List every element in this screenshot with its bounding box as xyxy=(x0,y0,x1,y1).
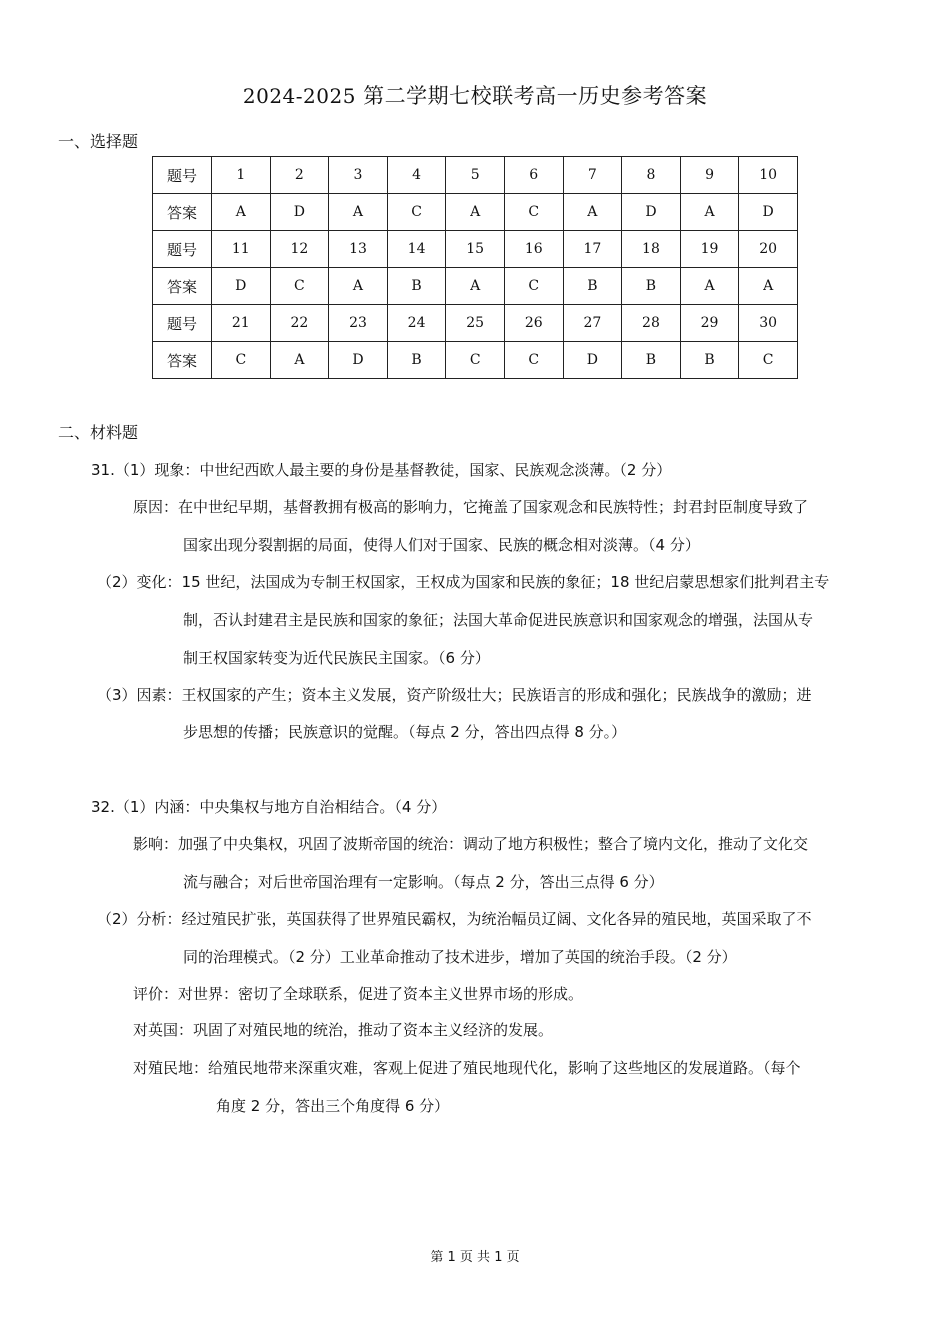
table-cell: A xyxy=(270,342,329,379)
page-footer: 第 1 页 共 1 页 xyxy=(430,1250,520,1265)
table-row xyxy=(153,305,798,342)
q32-line-2: 影响：加强了中央集权，巩固了波斯帝国的统治：调动了地方积极性；整合了境内文化，推动了文化交 xyxy=(133,835,809,853)
table-cell: 23 xyxy=(329,305,388,342)
table-cell: 28 xyxy=(622,305,681,342)
table-cell: A xyxy=(739,268,798,305)
table-cell: 27 xyxy=(563,305,622,342)
table-cell: 16 xyxy=(504,231,563,268)
section-heading-choice: 一、选择题 xyxy=(58,132,139,151)
title-year: 2024-2025 xyxy=(242,84,356,108)
table-cell: 21 xyxy=(212,305,271,342)
table-cell: A xyxy=(329,268,388,305)
table-row xyxy=(153,231,798,268)
row-header: 题号 xyxy=(153,157,212,194)
table-cell: 20 xyxy=(739,231,798,268)
table-cell: B xyxy=(387,268,446,305)
table-cell: 1 xyxy=(212,157,271,194)
table-cell: 22 xyxy=(270,305,329,342)
q31-line-4: （2）变化：15 世纪，法国成为专制王权国家，王权成为国家和民族的象征；18 世纪启蒙思想家们批判君主专 xyxy=(97,573,830,591)
row-header: 答案 xyxy=(153,268,212,305)
q32-line-9: 角度 2 分，答出三个角度得 6 分） xyxy=(216,1097,450,1115)
table-cell: 26 xyxy=(504,305,563,342)
q31-line-3: 国家出现分裂割据的局面，使得人们对于国家、民族的概念相对淡薄。（4 分） xyxy=(183,536,700,554)
table-cell: C xyxy=(446,342,505,379)
table-cell: C xyxy=(504,194,563,231)
table-cell: 2 xyxy=(270,157,329,194)
table-cell: A xyxy=(680,268,739,305)
table-cell: B xyxy=(622,268,681,305)
table-cell: 13 xyxy=(329,231,388,268)
table-cell: B xyxy=(387,342,446,379)
table-cell: 14 xyxy=(387,231,446,268)
table-row xyxy=(153,157,798,194)
q32-line-5: 同的治理模式。（2 分）工业革命推动了技术进步，增加了英国的统治手段。（2 分） xyxy=(183,948,737,966)
title-text: 第二学期七校联考高一历史参考答案 xyxy=(363,84,708,108)
table-cell: A xyxy=(446,268,505,305)
table-cell: 25 xyxy=(446,305,505,342)
q31-line-1: 31.（1）现象：中世纪西欧人最主要的身份是基督教徒，国家、民族观念淡薄。（2 分） xyxy=(91,461,672,479)
q31-line-5: 制，否认封建君主是民族和国家的象征；法国大革命促进民族意识和国家观念的增强，法国从专 xyxy=(183,611,814,629)
q31-line-2: 原因：在中世纪早期，基督教拥有极高的影响力，它掩盖了国家观念和民族特性；封君封臣制度导致了 xyxy=(133,498,809,516)
table-row xyxy=(153,194,798,231)
table-cell: 18 xyxy=(622,231,681,268)
table-cell: 11 xyxy=(212,231,271,268)
q31-line-6: 制王权国家转变为近代民族民主国家。（6 分） xyxy=(183,649,490,667)
table-cell: 12 xyxy=(270,231,329,268)
table-cell: D xyxy=(739,194,798,231)
table-cell: 10 xyxy=(739,157,798,194)
q32-line-6: 评价：对世界：密切了全球联系，促进了资本主义世界市场的形成。 xyxy=(133,985,584,1003)
table-cell: 6 xyxy=(504,157,563,194)
table-cell: B xyxy=(680,342,739,379)
table-cell: C xyxy=(270,268,329,305)
table-cell: 17 xyxy=(563,231,622,268)
page-title xyxy=(0,80,950,110)
table-cell: C xyxy=(504,268,563,305)
table-cell: D xyxy=(270,194,329,231)
table-cell: 5 xyxy=(446,157,505,194)
table-cell: A xyxy=(446,194,505,231)
table-cell: 19 xyxy=(680,231,739,268)
row-header: 答案 xyxy=(153,342,212,379)
table-cell: C xyxy=(212,342,271,379)
section-heading-material: 二、材料题 xyxy=(58,423,139,442)
table-cell: 7 xyxy=(563,157,622,194)
row-header: 题号 xyxy=(153,231,212,268)
table-cell: C xyxy=(387,194,446,231)
table-cell: B xyxy=(563,268,622,305)
q32-line-1: 32.（1）内涵：中央集权与地方自治相结合。（4 分） xyxy=(91,798,447,816)
table-cell: D xyxy=(329,342,388,379)
table-cell: 9 xyxy=(680,157,739,194)
answer-table xyxy=(152,156,798,379)
table-cell: D xyxy=(563,342,622,379)
table-cell: C xyxy=(504,342,563,379)
table-cell: D xyxy=(212,268,271,305)
table-cell: C xyxy=(739,342,798,379)
table-cell: 29 xyxy=(680,305,739,342)
row-header: 题号 xyxy=(153,305,212,342)
table-cell: 24 xyxy=(387,305,446,342)
q31-line-8: 步思想的传播；民族意识的觉醒。（每点 2 分，答出四点得 8 分。） xyxy=(183,723,627,741)
q32-line-8: 对殖民地：给殖民地带来深重灾难，客观上促进了殖民地现代化，影响了这些地区的发展道路。（每个 xyxy=(133,1059,801,1077)
q31-line-7: （3）因素：王权国家的产生；资本主义发展，资产阶级壮大；民族语言的形成和强化；民族战争的激励；进 xyxy=(97,686,812,704)
table-cell: 8 xyxy=(622,157,681,194)
table-cell: A xyxy=(563,194,622,231)
table-row xyxy=(153,342,798,379)
table-cell: B xyxy=(622,342,681,379)
table-cell: 30 xyxy=(739,305,798,342)
q32-line-3: 流与融合；对后世帝国治理有一定影响。（每点 2 分，答出三点得 6 分） xyxy=(183,873,664,891)
table-cell: D xyxy=(622,194,681,231)
table-cell: 4 xyxy=(387,157,446,194)
q32-line-4: （2）分析：经过殖民扩张，英国获得了世界殖民霸权，为统治幅员辽阔、文化各异的殖民地，英国采取了不 xyxy=(97,910,812,928)
table-cell: A xyxy=(680,194,739,231)
table-cell: 15 xyxy=(446,231,505,268)
table-cell: 3 xyxy=(329,157,388,194)
table-cell: A xyxy=(329,194,388,231)
table-row xyxy=(153,268,798,305)
row-header: 答案 xyxy=(153,194,212,231)
q32-line-7: 对英国：巩固了对殖民地的统治，推动了资本主义经济的发展。 xyxy=(133,1021,554,1039)
table-cell: A xyxy=(212,194,271,231)
